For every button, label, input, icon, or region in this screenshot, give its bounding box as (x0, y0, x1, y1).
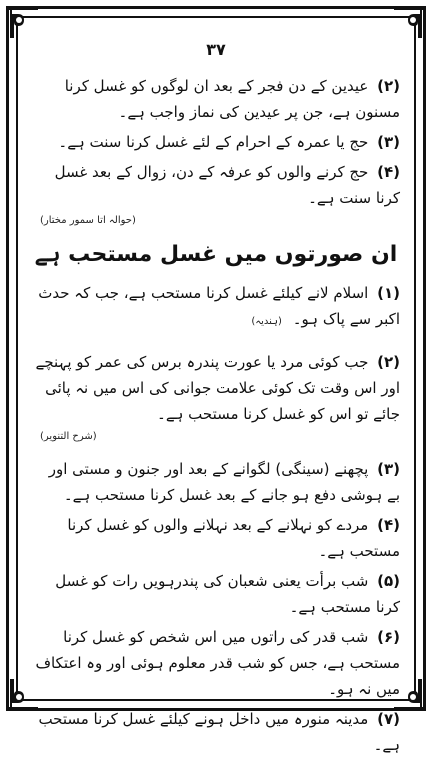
paragraph (26, 159, 406, 211)
item-text: حج یا عمرہ کے احرام کے لئے غسل کرنا سنت ہے۔ (58, 133, 369, 151)
item-text: شب برأت یعنی شعبان کی پندرہویں رات کو غسل کرنا مستحب ہے۔ (55, 572, 400, 616)
item-text: مردے کو نہلانے کے بعد نہلانے والوں کو غسل کرنا مستحب ہے۔ (67, 516, 400, 560)
item-text: عیدین کے دن فجر کے بعد ان لوگوں کو غسل کرنا مسنون ہے، جن پر عیدین کی نماز واجب ہے۔ (64, 77, 400, 121)
page-content (26, 36, 406, 754)
paragraph (26, 706, 406, 758)
item-number: (۵) (377, 572, 400, 590)
reference: (شرح التنویر) (40, 431, 97, 442)
paragraph (26, 456, 406, 508)
paragraph (26, 512, 406, 564)
reference: (ہندیہ) (251, 316, 282, 327)
item-number: (۳) (377, 460, 400, 478)
reference: (حوالہ اتا سمور مختار) (40, 215, 136, 226)
item-number: (۴) (377, 516, 400, 534)
paragraph (26, 73, 406, 125)
item-number: (۱) (377, 284, 400, 302)
item-number: (۲) (377, 353, 400, 371)
item-number: (۴) (377, 163, 400, 181)
item-text: مدینہ منورہ میں داخل ہونے کیلئے غسل کرنا مستحب ہے۔ (38, 710, 400, 754)
item-text: پچھنے (سینگی) لگوانے کے بعد اور جنون و مستی اور بے ہوشی دفع ہو جانے کے بعد غسل کرنا مستحب ہے۔ (48, 460, 400, 504)
item-number: (۷) (377, 710, 400, 728)
item-text: حج کرنے والوں کو عرفہ کے دن، زوال کے بعد غسل کرنا سنت ہے۔ (54, 163, 400, 207)
paragraph (26, 624, 406, 702)
paragraph (26, 280, 406, 335)
item-text: جب کوئی مرد یا عورت پندرہ برس کی عمر کو پہنچے اور اس وقت تک کوئی علامت جوانی کی اس میں نہ پائی جائے تو اس کو غسل کرنا مستحب ہے۔ (35, 353, 400, 423)
item-text: اسلام لانے کیلئے غسل کرنا مستحب ہے، جب کہ حدث اکبر سے پاک ہو۔ (38, 284, 400, 328)
paragraph (26, 349, 406, 427)
paragraph (26, 568, 406, 620)
paragraph (26, 129, 406, 155)
item-number: (۲) (377, 77, 400, 95)
page-number: ۳۷ (206, 40, 226, 59)
item-number: (۳) (377, 133, 400, 151)
item-number: (۶) (377, 628, 400, 646)
item-text: شب قدر کی راتوں میں اس شخص کو غسل کرنا مستحب ہے، جس کو شب قدر معلوم ہوئی اور وہ اعتکاف میں نہ ہو۔ (35, 628, 400, 698)
section-heading: ان صورتوں میں غسل مستحب ہے (34, 242, 398, 267)
